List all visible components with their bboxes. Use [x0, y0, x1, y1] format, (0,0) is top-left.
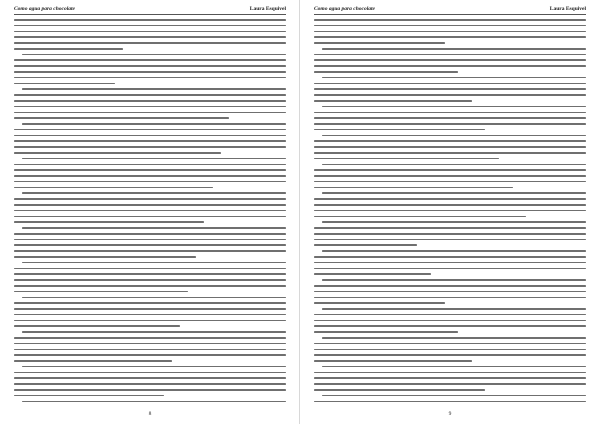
text-line-placeholder — [322, 395, 586, 397]
text-line-placeholder — [14, 181, 286, 183]
text-line-placeholder — [14, 77, 286, 79]
text-line-placeholder — [314, 372, 586, 374]
text-line-placeholder — [22, 227, 286, 229]
text-line-placeholder — [314, 377, 586, 379]
text-line-placeholder — [314, 216, 526, 218]
text-line-placeholder — [14, 31, 286, 33]
running-head-title: Como agua para chocolate — [14, 6, 75, 12]
text-line-placeholder — [22, 297, 286, 299]
text-line-placeholder — [14, 117, 229, 119]
text-line-placeholder — [14, 216, 286, 218]
text-line-placeholder — [322, 366, 586, 368]
text-line-placeholder — [314, 204, 586, 206]
text-line-placeholder — [314, 71, 458, 73]
text-line-placeholder — [314, 325, 586, 327]
text-line-placeholder — [314, 297, 586, 299]
text-line-placeholder — [14, 25, 286, 27]
text-line-placeholder — [314, 83, 586, 85]
text-line-placeholder — [14, 175, 286, 177]
text-line-placeholder — [322, 106, 586, 108]
text-line-placeholder — [14, 152, 221, 154]
text-line-placeholder — [22, 331, 286, 333]
text-line-placeholder — [322, 135, 586, 137]
text-line-placeholder — [14, 273, 286, 275]
text-line-placeholder — [14, 146, 286, 148]
text-line-placeholder — [14, 395, 164, 397]
text-line-placeholder — [314, 233, 586, 235]
body-text — [314, 19, 586, 412]
text-line-placeholder — [314, 54, 586, 56]
text-line-placeholder — [322, 337, 586, 339]
text-line-placeholder — [14, 19, 286, 21]
text-line-placeholder — [314, 25, 586, 27]
text-line-placeholder — [314, 360, 472, 362]
text-line-placeholder — [314, 36, 586, 38]
running-head — [14, 6, 286, 15]
text-line-placeholder — [322, 250, 586, 252]
text-line-placeholder — [14, 71, 286, 73]
text-line-placeholder — [314, 100, 472, 102]
text-line-placeholder — [14, 94, 286, 96]
text-line-placeholder — [14, 383, 286, 385]
text-line-placeholder — [14, 233, 286, 235]
text-line-placeholder — [314, 169, 586, 171]
text-line-placeholder — [314, 291, 586, 293]
text-line-placeholder — [314, 227, 586, 229]
running-head-author: Laura Esquivel — [249, 6, 286, 12]
text-line-placeholder — [314, 198, 586, 200]
text-line-placeholder — [22, 54, 286, 56]
text-line-placeholder — [314, 31, 586, 33]
text-line-placeholder — [14, 291, 188, 293]
text-line-placeholder — [314, 331, 458, 333]
text-line-placeholder — [314, 273, 431, 275]
text-line-placeholder — [14, 302, 286, 304]
text-line-placeholder — [322, 221, 586, 223]
text-line-placeholder — [22, 366, 286, 368]
text-line-placeholder — [14, 389, 286, 391]
text-line-placeholder — [322, 48, 586, 50]
text-line-placeholder — [314, 354, 586, 356]
text-line-placeholder — [314, 65, 586, 67]
text-line-placeholder — [22, 401, 286, 403]
text-line-placeholder — [14, 349, 286, 351]
text-line-placeholder — [22, 262, 286, 264]
text-line-placeholder — [14, 100, 286, 102]
text-line-placeholder — [314, 285, 586, 287]
text-line-placeholder — [14, 372, 286, 374]
text-line-placeholder — [14, 135, 286, 137]
text-line-placeholder — [314, 152, 586, 154]
text-line-placeholder — [14, 112, 286, 114]
text-line-placeholder — [314, 123, 586, 125]
text-line-placeholder — [322, 192, 586, 194]
text-line-placeholder — [14, 268, 286, 270]
page-number: 9 — [448, 411, 452, 417]
text-line-placeholder — [314, 314, 586, 316]
text-line-placeholder — [314, 210, 586, 212]
text-line-placeholder — [14, 198, 286, 200]
text-line-placeholder — [22, 88, 286, 90]
text-line-placeholder — [314, 129, 485, 131]
text-line-placeholder — [14, 320, 286, 322]
text-line-placeholder — [314, 383, 586, 385]
text-line-placeholder — [314, 256, 586, 258]
text-line-placeholder — [14, 279, 286, 281]
text-line-placeholder — [314, 268, 586, 270]
text-line-placeholder — [314, 302, 445, 304]
text-line-placeholder — [314, 140, 586, 142]
text-line-placeholder — [14, 83, 115, 85]
text-line-placeholder — [14, 204, 286, 206]
text-line-placeholder — [14, 377, 286, 379]
text-line-placeholder — [322, 308, 586, 310]
text-line-placeholder — [14, 59, 286, 61]
text-line-placeholder — [14, 169, 286, 171]
text-line-placeholder — [14, 221, 204, 223]
text-line-placeholder — [14, 250, 286, 252]
text-line-placeholder — [314, 401, 586, 403]
body-text — [14, 19, 286, 412]
text-line-placeholder — [14, 325, 180, 327]
text-line-placeholder — [14, 360, 172, 362]
text-line-placeholder — [314, 343, 586, 345]
running-head-author: Laura Esquivel — [549, 6, 586, 12]
text-line-placeholder — [14, 210, 286, 212]
page-number: 8 — [148, 411, 152, 417]
text-line-placeholder — [314, 239, 586, 241]
text-line-placeholder — [314, 175, 586, 177]
text-line-placeholder — [14, 285, 286, 287]
text-line-placeholder — [14, 187, 213, 189]
text-line-placeholder — [314, 42, 445, 44]
text-line-placeholder — [14, 36, 286, 38]
text-line-placeholder — [314, 349, 586, 351]
text-line-placeholder — [314, 262, 586, 264]
text-line-placeholder — [314, 320, 586, 322]
text-line-placeholder — [14, 48, 123, 50]
text-line-placeholder — [14, 164, 286, 166]
text-line-placeholder — [14, 308, 286, 310]
text-line-placeholder — [314, 59, 586, 61]
text-line-placeholder — [314, 88, 586, 90]
text-line-placeholder — [314, 146, 586, 148]
text-line-placeholder — [14, 314, 286, 316]
text-line-placeholder — [314, 187, 513, 189]
text-line-placeholder — [314, 117, 586, 119]
text-line-placeholder — [14, 42, 286, 44]
text-line-placeholder — [14, 337, 286, 339]
text-line-placeholder — [322, 279, 586, 281]
text-line-placeholder — [22, 123, 286, 125]
text-line-placeholder — [322, 164, 586, 166]
text-line-placeholder — [22, 158, 286, 160]
right-page — [300, 0, 600, 424]
text-line-placeholder — [314, 244, 417, 246]
text-line-placeholder — [314, 94, 586, 96]
text-line-placeholder — [14, 354, 286, 356]
text-line-placeholder — [14, 106, 286, 108]
text-line-placeholder — [14, 65, 286, 67]
running-head-title: Como agua para chocolate — [314, 6, 375, 12]
text-line-placeholder — [322, 77, 586, 79]
text-line-placeholder — [14, 343, 286, 345]
text-line-placeholder — [14, 140, 286, 142]
text-line-placeholder — [14, 239, 286, 241]
text-line-placeholder — [314, 389, 485, 391]
text-line-placeholder — [314, 112, 586, 114]
text-line-placeholder — [14, 256, 196, 258]
text-line-placeholder — [314, 181, 586, 183]
running-head — [314, 6, 586, 15]
text-line-placeholder — [14, 244, 286, 246]
text-line-placeholder — [314, 19, 586, 21]
text-line-placeholder — [22, 192, 286, 194]
text-line-placeholder — [314, 158, 499, 160]
text-line-placeholder — [14, 129, 286, 131]
